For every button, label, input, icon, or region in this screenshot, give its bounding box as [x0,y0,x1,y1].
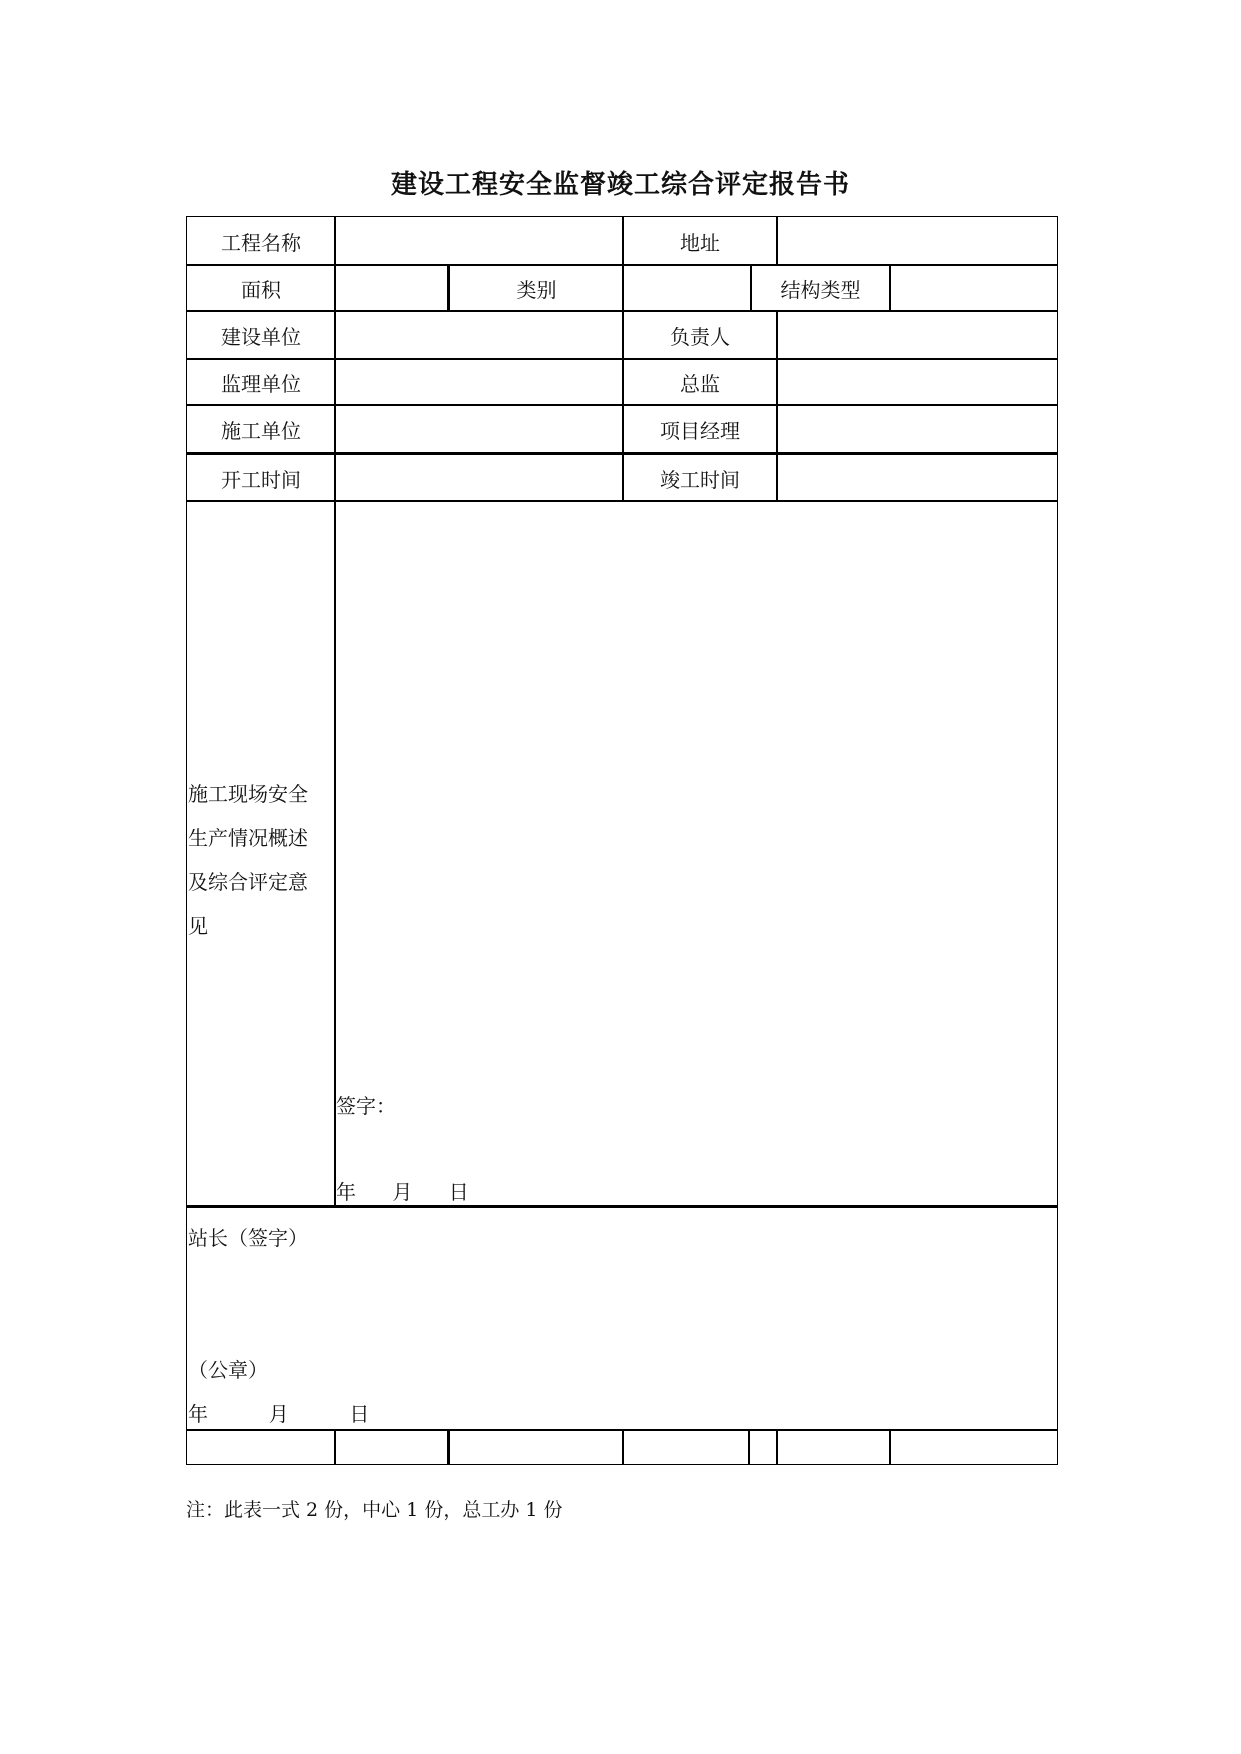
bottom-row-cell-2[interactable] [334,1429,449,1465]
opinion-date-label: 年 月 日 [336,1180,469,1204]
completion-time-field[interactable] [776,452,1058,502]
project-name-label: 工程名称 [186,216,336,266]
address-label: 地址 [622,216,778,266]
station-date-label: 年 月 日 [188,1402,370,1426]
builder-person-field[interactable] [776,310,1058,360]
bottom-row-cell-7[interactable] [889,1429,1058,1465]
chief-supervisor-field[interactable] [776,358,1058,406]
contractor-field[interactable] [334,404,624,454]
opinion-sign-label: 签字： [336,1094,396,1118]
bottom-row-cell-3[interactable] [447,1429,624,1465]
chief-supervisor-label: 总监 [622,358,778,406]
structure-type-field[interactable] [889,264,1058,312]
area-label: 面积 [186,264,336,312]
project-manager-field[interactable] [776,404,1058,454]
footnote: 注：此表一式 2 份，中心 1 份，总工办 1 份 [186,1499,563,1521]
builder-person-label: 负责人 [622,310,778,360]
page-title: 建设工程安全监督竣工综合评定报告书 [390,170,850,200]
address-field[interactable] [776,216,1058,266]
bottom-row-cell-6[interactable] [776,1429,891,1465]
start-time-field[interactable] [334,452,624,502]
completion-time-label: 竣工时间 [622,452,778,502]
station-seal-label: （公章） [188,1358,268,1382]
contractor-label: 施工单位 [186,404,336,454]
structure-type-label: 结构类型 [750,264,891,312]
supervisor-label: 监理单位 [186,358,336,406]
category-field[interactable] [622,264,752,312]
supervisor-field[interactable] [334,358,624,406]
start-time-label: 开工时间 [186,452,336,502]
bottom-row-cell-1[interactable] [186,1429,336,1465]
project-name-field[interactable] [334,216,624,266]
area-field[interactable] [334,264,449,312]
station-head-sign-label: 站长（签字） [188,1226,308,1250]
bottom-row-cell-4[interactable] [622,1429,750,1465]
category-label: 类别 [447,264,624,312]
project-manager-label: 项目经理 [622,404,778,454]
builder-field[interactable] [334,310,624,360]
bottom-row-cell-5[interactable] [748,1429,778,1465]
opinion-label: 施工现场安全 生产情况概述 及综合评定意 见 [188,782,308,938]
opinion-text-area[interactable] [334,500,1058,1207]
builder-label: 建设单位 [186,310,336,360]
